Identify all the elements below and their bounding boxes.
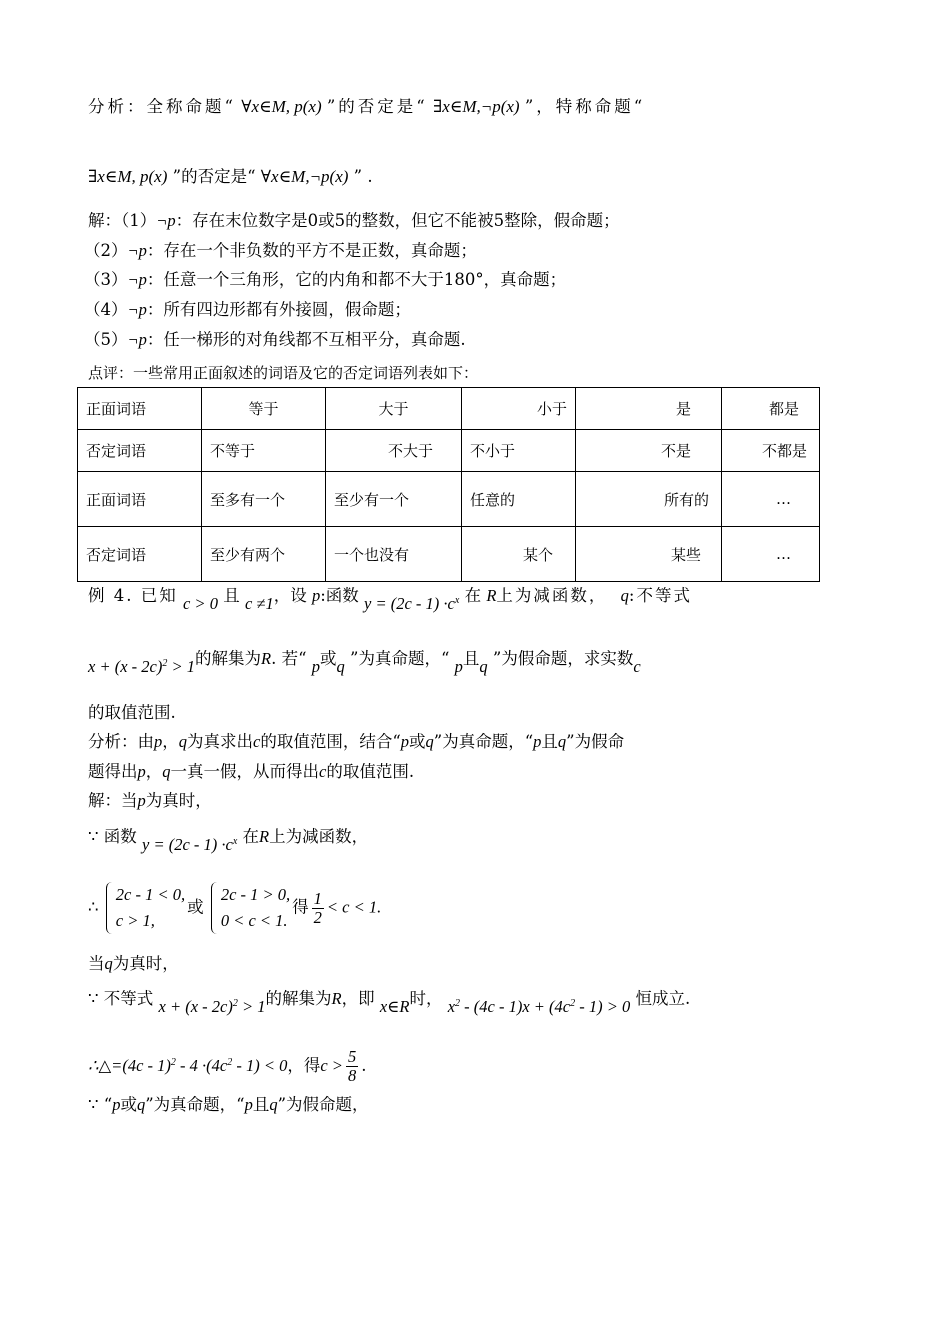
text: 2: [313, 907, 322, 927]
text: < c < 1.: [326, 897, 382, 917]
table-cell: …: [722, 472, 820, 527]
text: 恒成立.: [635, 989, 691, 1008]
text: :函数: [320, 586, 359, 605]
solution1-item: [84, 240, 477, 262]
text: 分析：由: [88, 732, 154, 751]
table-cell: 等于: [202, 388, 326, 430]
analysis-text: ” .: [353, 167, 373, 186]
analysis1-line1: [88, 96, 645, 118]
solution1-item: [88, 210, 620, 232]
text: 上为减函数，: [269, 827, 369, 846]
text: 2: [570, 998, 576, 1009]
table-cell: 至多有一个: [202, 472, 326, 527]
text: 或: [409, 732, 426, 751]
text: 为真时，: [112, 954, 179, 973]
table-cell: 不小于: [462, 430, 576, 472]
text: ，得: [287, 1056, 321, 1075]
comment-text: 点评：一些常用正面叙述的词语及它的否定词语列表如下：: [88, 364, 479, 382]
var-p: p: [112, 1095, 121, 1114]
function-expression: [364, 594, 459, 613]
text: ∴△=(4c - 1): [88, 1056, 171, 1075]
analysis-text: ”的否定是“: [326, 97, 428, 116]
table-cell: 不大于: [326, 430, 462, 472]
text: 时，: [409, 989, 443, 1008]
text: 2: [170, 1057, 176, 1068]
solution2-function-line: [88, 826, 369, 854]
analysis-label: 分析：全称命题“: [88, 97, 236, 116]
analysis2-line1: [88, 731, 624, 753]
item-lead: （3）: [84, 270, 128, 289]
table-cell: 某些: [576, 527, 722, 582]
var-q: q: [425, 732, 434, 751]
exists-negation-expression: ∃x∈M,¬p(x): [432, 97, 520, 116]
text: 或: [120, 1095, 137, 1114]
table-cell: 不都是: [722, 430, 820, 472]
text: .: [361, 1056, 367, 1075]
text: y = (2c - 1) ·c: [364, 594, 455, 613]
table-cell: 一个也没有: [326, 527, 462, 582]
text: ”为真命题，“: [145, 1095, 245, 1114]
var-R: R: [260, 649, 272, 668]
table-cell: …: [722, 527, 820, 582]
var-p: p: [311, 586, 321, 605]
neg-p-symbol: ¬p: [127, 270, 147, 289]
table-cell: 小于: [462, 388, 576, 430]
text: 0 < c < 1.: [220, 911, 288, 930]
negation-words-table: [77, 387, 820, 582]
text: x: [232, 836, 238, 847]
text: ”为真命题，“: [433, 732, 534, 751]
exists-expression: ∃x∈M, p(x): [88, 167, 168, 186]
table-cell: 是: [576, 388, 722, 430]
table-cell: 都是: [722, 388, 820, 430]
table-cell: 至少有两个: [202, 527, 326, 582]
neg-p-symbol: ¬p: [127, 330, 147, 349]
fraction-five-eighths: [346, 1048, 358, 1085]
table-cell: 不等于: [202, 430, 326, 472]
text: 的取值范围，结合“: [260, 732, 401, 751]
text: 5: [347, 1047, 357, 1066]
text: ，: [162, 732, 179, 751]
because-symbol: ∵: [88, 827, 99, 846]
table-row: [78, 430, 820, 472]
table-cell: 不是: [576, 430, 722, 472]
var-q: q: [269, 1095, 278, 1114]
var-q: q: [178, 732, 187, 751]
text: y = (2c - 1) ·c: [142, 835, 233, 854]
text: ”为真命题，“: [350, 649, 450, 668]
text: > 1: [167, 657, 195, 676]
text: c >: [320, 1056, 343, 1075]
text: 为真时，: [145, 791, 212, 810]
var-p: p: [533, 732, 542, 751]
text: 的解集为: [265, 989, 332, 1008]
item-lead: （4）: [84, 300, 128, 319]
inequality-expression: [159, 997, 266, 1016]
var-q: q: [162, 762, 171, 781]
inequality-system-2: [211, 882, 290, 934]
item-text: ：所有四边形都有外接圆，假命题；: [146, 300, 411, 319]
example4-line3: 的取值范围.: [88, 703, 176, 722]
solution2-last-line: [88, 1094, 369, 1116]
text: 且: [252, 1095, 270, 1114]
table-row: [78, 472, 820, 527]
solution1-item: [84, 269, 566, 291]
therefore-symbol: ∴: [88, 897, 99, 917]
text: 上为减函数，: [496, 586, 608, 605]
text: 当: [88, 954, 105, 973]
text: - 4 ·(4c: [175, 1056, 228, 1075]
text: 2: [232, 998, 238, 1009]
text: 2: [455, 998, 461, 1009]
var-q: q: [557, 732, 567, 751]
text: 且: [541, 732, 558, 751]
discriminant-expression: [88, 1056, 287, 1075]
var-R: R: [259, 827, 270, 846]
solution2-when-p: [88, 790, 212, 812]
var-q: q: [620, 586, 629, 605]
text: 的解集为: [194, 649, 261, 668]
var-p: p: [400, 732, 410, 751]
solution1-item: [84, 329, 466, 351]
text: 且: [223, 586, 240, 605]
text: ，即: [341, 989, 375, 1008]
table-row: [78, 527, 820, 582]
text: 2: [162, 658, 168, 669]
table-cell: 否定词语: [78, 430, 202, 472]
text: 题得出: [88, 762, 138, 781]
item-text: ：任一梯形的对角线都不互相平分，真命题.: [146, 330, 466, 349]
forall-expression: ∀x∈M, p(x): [241, 97, 322, 116]
var-p: p: [311, 657, 321, 676]
var-p: p: [137, 762, 146, 781]
function-expression: [142, 835, 237, 854]
text: 1: [313, 888, 322, 908]
var-p: p: [137, 791, 146, 810]
math-expression: c > 0: [182, 594, 218, 613]
text: 在: [464, 586, 482, 605]
var-q: q: [136, 1095, 146, 1114]
text: ，: [145, 762, 163, 781]
text: 一真一假，从而得出: [170, 762, 319, 781]
var-p: p: [454, 657, 463, 676]
text: 为真求出: [187, 732, 253, 751]
table-row: [78, 388, 820, 430]
var-q: q: [104, 954, 113, 973]
var-c: c: [319, 762, 327, 781]
table-cell: 正面词语: [78, 472, 202, 527]
neg-p-symbol: ¬p: [156, 211, 176, 230]
text: x + (x - 2c): [158, 997, 233, 1016]
example-label: 例 4. 已知: [88, 586, 178, 605]
var-R: R: [486, 586, 497, 605]
inequality-expression: [88, 657, 195, 676]
text: x: [447, 997, 456, 1016]
text: 或: [187, 897, 204, 917]
var-p: p: [244, 1095, 253, 1114]
text: > 1: [237, 997, 266, 1016]
because-symbol: ∵: [88, 989, 99, 1008]
table-cell: 大于: [326, 388, 462, 430]
text: 的取值范围.: [326, 762, 415, 781]
text: ”为假命题，: [277, 1095, 369, 1114]
var-c: c: [633, 657, 641, 676]
var-R: R: [331, 989, 342, 1008]
text: ，设: [273, 586, 307, 605]
text: :不等式: [628, 586, 692, 605]
solution1-item: [84, 299, 411, 321]
text: 或: [320, 649, 337, 668]
neg-p-symbol: ¬p: [127, 241, 147, 260]
table-cell: 某个: [462, 527, 576, 582]
var-q: q: [336, 657, 345, 676]
neg-p-symbol: ¬p: [127, 300, 147, 319]
table-cell: 正面词语: [78, 388, 202, 430]
text: 不等式: [103, 989, 154, 1008]
example4-line1: [88, 585, 692, 613]
text: 8: [347, 1066, 357, 1085]
text: 函数: [103, 827, 137, 846]
text: x + (x - 2c): [88, 657, 163, 676]
analysis-text: ”，特称命题“: [524, 97, 646, 116]
text: . 若“: [271, 649, 307, 668]
analysis1-line2: [88, 166, 373, 188]
text: 解：当: [88, 791, 138, 810]
quadratic-inequality: [448, 997, 631, 1016]
item-text: ：存在一个非负数的平方不是正数，真命题；: [146, 241, 477, 260]
table-cell: 至少有一个: [326, 472, 462, 527]
analysis2-line2: [88, 761, 414, 783]
text: - 1) < 0: [232, 1056, 288, 1075]
item-lead: （5）: [84, 330, 128, 349]
fraction-one-half: [312, 890, 324, 927]
math-expression: x∈R: [379, 997, 410, 1016]
text: - 1) > 0: [575, 997, 631, 1016]
text: - (4c - 1)x + (4c: [460, 997, 571, 1016]
var-q: q: [479, 657, 488, 676]
table-cell: 任意的: [462, 472, 576, 527]
solution2-delta-line: [88, 1048, 366, 1085]
text: ”为假命: [566, 732, 625, 751]
item-text: ：任意一个三角形，它的内角和都不大于180°，真命题；: [146, 270, 567, 289]
text: x: [454, 595, 460, 606]
item-lead: 解：（1）: [88, 211, 157, 230]
forall-negation-expression: ∀x∈M,¬p(x): [260, 167, 349, 186]
solution2-when-q: [88, 953, 179, 975]
var-p: p: [154, 732, 163, 751]
solution2-inequality-line: [88, 988, 691, 1016]
inequality-system-1: [106, 882, 185, 934]
math-expression: c ≠1: [244, 594, 274, 613]
table-cell: 所有的: [576, 472, 722, 527]
text: 且: [462, 649, 480, 668]
solution2-systems-line: [88, 882, 381, 934]
text: 得: [292, 897, 309, 917]
text: 在: [242, 827, 260, 846]
text: ∵ “: [88, 1095, 113, 1114]
item-lead: （2）: [84, 241, 128, 260]
text: c > 1,: [115, 911, 155, 930]
text: 2c - 1 < 0,: [115, 885, 186, 904]
example4-line2: [88, 648, 641, 676]
text: 2: [227, 1057, 233, 1068]
text: 2c - 1 > 0,: [220, 885, 291, 904]
text: ”为假命题，求实数: [492, 649, 634, 668]
table-cell: 否定词语: [78, 527, 202, 582]
item-text: ：存在末位数字是0或5的整数，但它不能被5整除，假命题；: [175, 211, 620, 230]
var-c: c: [253, 732, 261, 751]
analysis-text: ”的否定是“: [172, 167, 256, 186]
